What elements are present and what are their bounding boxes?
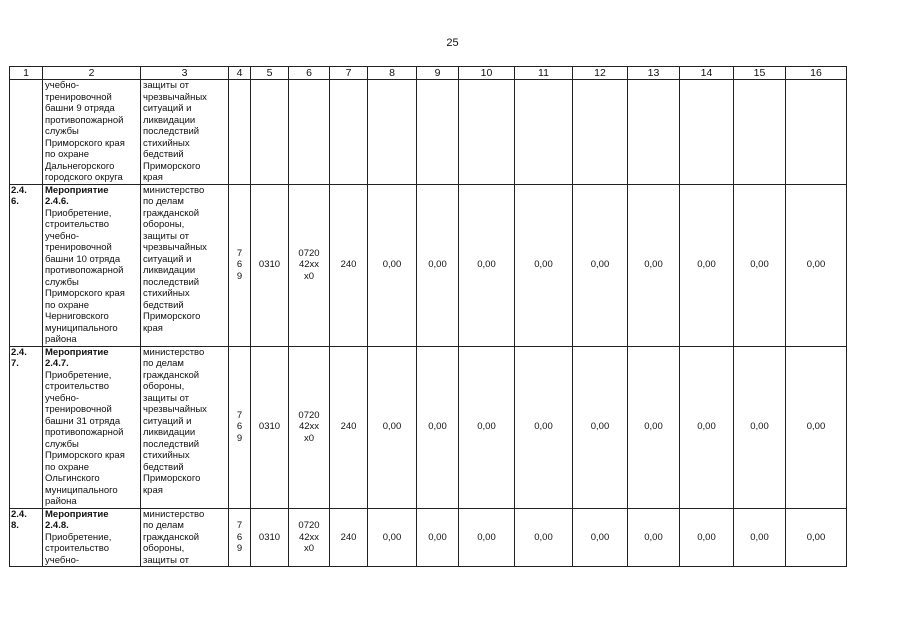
column-header: 13 — [628, 67, 680, 80]
amount-cell — [628, 80, 680, 185]
column-header: 12 — [573, 67, 628, 80]
page-number: 25 — [446, 37, 459, 49]
amount-cell: 0,00 — [417, 184, 459, 346]
vr-code: 240 — [330, 184, 368, 346]
amount-cell — [680, 80, 734, 185]
measure-name — [43, 508, 141, 567]
budget-table — [9, 66, 847, 567]
row-number: 2.4. 6. — [10, 184, 43, 346]
column-header: 5 — [251, 67, 289, 80]
table-row — [10, 346, 847, 508]
executor: защиты от чрезвычайных ситуаций и ликвидации последствий стихийных бедствий Приморского края — [141, 80, 229, 185]
grbs-code: 7 6 9 — [229, 184, 251, 346]
grbs-code: 7 6 9 — [229, 346, 251, 508]
amount-cell: 0,00 — [734, 346, 786, 508]
amount-cell: 0,00 — [786, 346, 847, 508]
measure-name — [43, 80, 141, 185]
amount-cell: 0,00 — [628, 508, 680, 567]
amount-cell: 0,00 — [368, 184, 417, 346]
amount-cell: 0,00 — [515, 346, 573, 508]
amount-cell: 0,00 — [680, 184, 734, 346]
csr-code: 0720 42хх х0 — [289, 508, 330, 567]
measure-description: Приобретение, строительство учебно- тренировочной башни 10 отряда противопожарной службы Приморского края по охране Черниговского муниципального района — [45, 207, 125, 345]
column-header: 11 — [515, 67, 573, 80]
amount-cell: 0,00 — [680, 346, 734, 508]
table-row — [10, 184, 847, 346]
amount-cell: 0,00 — [459, 346, 515, 508]
column-header: 16 — [786, 67, 847, 80]
column-header: 4 — [229, 67, 251, 80]
amount-cell: 0,00 — [515, 184, 573, 346]
column-header: 15 — [734, 67, 786, 80]
grbs-code: 7 6 9 — [229, 508, 251, 567]
vr-code: 240 — [330, 508, 368, 567]
amount-cell: 0,00 — [573, 508, 628, 567]
executor: министерство по делам гражданской обороны, защиты от чрезвычайных ситуаций и ликвидации последствий стихийных бедствий Приморского края — [141, 184, 229, 346]
column-header: 2 — [43, 67, 141, 80]
executor: министерство по делам гражданской обороны, защиты от — [141, 508, 229, 567]
amount-cell — [368, 80, 417, 185]
vr-code: 240 — [330, 346, 368, 508]
measure-title: Мероприятие 2.4.8. — [45, 508, 109, 531]
amount-cell: 0,00 — [573, 184, 628, 346]
grbs-code — [229, 80, 251, 185]
measure-title: Мероприятие 2.4.6. — [45, 184, 109, 207]
row-number: 2.4. 7. — [10, 346, 43, 508]
measure-name — [43, 184, 141, 346]
amount-cell: 0,00 — [786, 184, 847, 346]
executor: министерство по делам гражданской обороны, защиты от чрезвычайных ситуаций и ликвидации последствий стихийных бедствий Приморского края — [141, 346, 229, 508]
column-header: 9 — [417, 67, 459, 80]
table-row — [10, 80, 847, 185]
amount-cell: 0,00 — [680, 508, 734, 567]
measure-name — [43, 346, 141, 508]
column-header: 1 — [10, 67, 43, 80]
column-header: 7 — [330, 67, 368, 80]
column-header: 14 — [680, 67, 734, 80]
column-header: 8 — [368, 67, 417, 80]
rz-pr-code — [251, 80, 289, 185]
amount-cell: 0,00 — [459, 184, 515, 346]
amount-cell: 0,00 — [628, 346, 680, 508]
vr-code — [330, 80, 368, 185]
csr-code — [289, 80, 330, 185]
amount-cell: 0,00 — [459, 508, 515, 567]
amount-cell: 0,00 — [786, 508, 847, 567]
amount-cell: 0,00 — [515, 508, 573, 567]
column-header: 6 — [289, 67, 330, 80]
amount-cell: 0,00 — [368, 508, 417, 567]
table-row — [10, 508, 847, 567]
row-number — [10, 80, 43, 185]
amount-cell — [786, 80, 847, 185]
csr-code: 0720 42хх х0 — [289, 184, 330, 346]
amount-cell — [417, 80, 459, 185]
amount-cell: 0,00 — [573, 346, 628, 508]
amount-cell: 0,00 — [368, 346, 417, 508]
rz-pr-code: 0310 — [251, 508, 289, 567]
header-row — [10, 67, 847, 80]
amount-cell: 0,00 — [628, 184, 680, 346]
rz-pr-code: 0310 — [251, 346, 289, 508]
amount-cell — [515, 80, 573, 185]
measure-description: учебно- тренировочной башни 9 отряда противопожарной службы Приморского края по охране Дальнегорского городского округа — [45, 80, 125, 183]
measure-description: Приобретение, строительство учебно- — [45, 531, 112, 566]
amount-cell: 0,00 — [734, 508, 786, 567]
amount-cell: 0,00 — [417, 346, 459, 508]
amount-cell: 0,00 — [417, 508, 459, 567]
measure-description: Приобретение, строительство учебно- тренировочной башни 31 отряда противопожарной службы Приморского края по охране Ольгинского муниципального района — [45, 369, 125, 507]
measure-title: Мероприятие 2.4.7. — [45, 346, 109, 369]
amount-cell — [573, 80, 628, 185]
row-number: 2.4. 8. — [10, 508, 43, 567]
column-header: 10 — [459, 67, 515, 80]
column-header: 3 — [141, 67, 229, 80]
amount-cell — [459, 80, 515, 185]
amount-cell — [734, 80, 786, 185]
csr-code: 0720 42хх х0 — [289, 346, 330, 508]
rz-pr-code: 0310 — [251, 184, 289, 346]
amount-cell: 0,00 — [734, 184, 786, 346]
